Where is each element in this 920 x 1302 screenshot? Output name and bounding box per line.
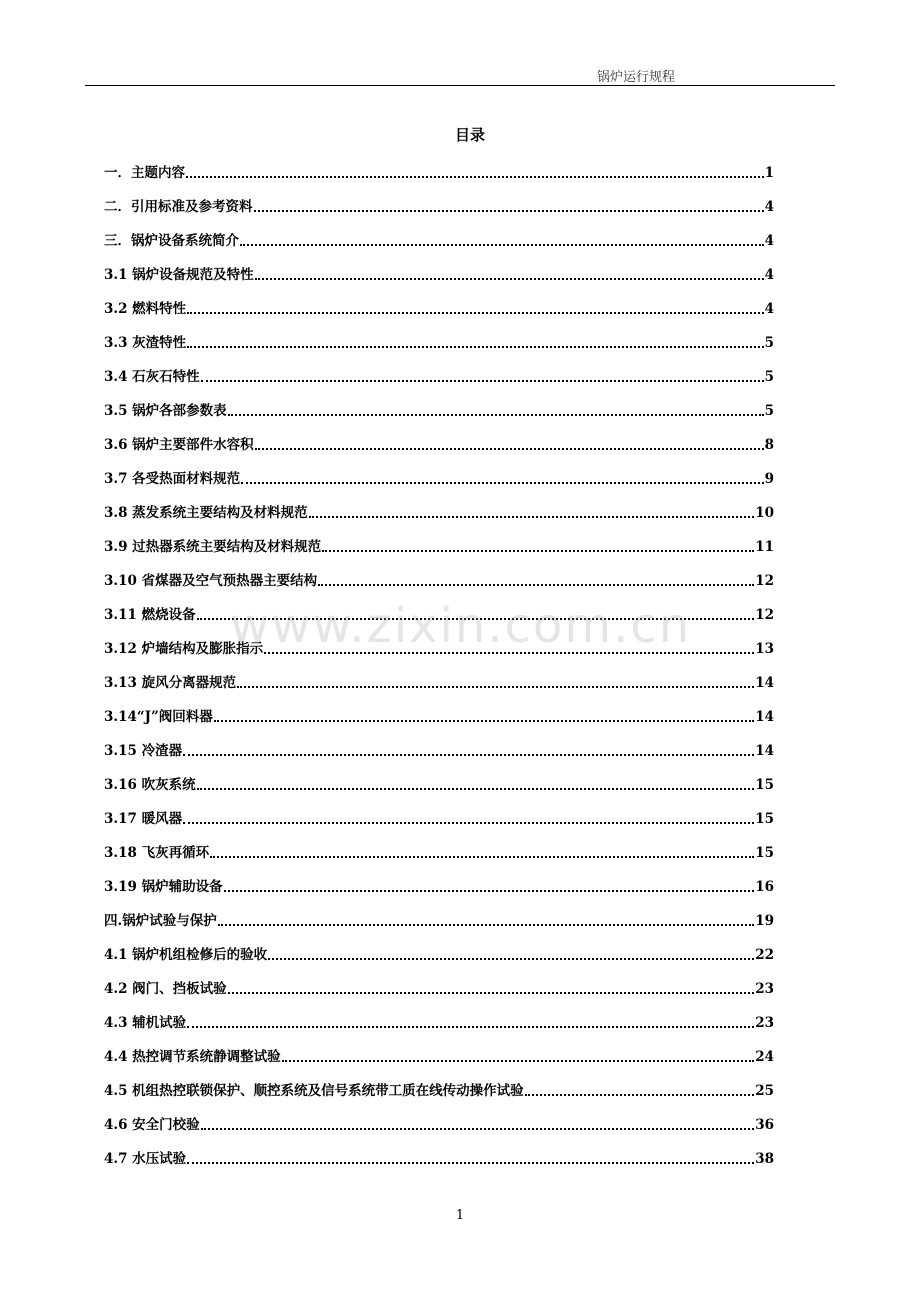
toc-dot-leader: [224, 890, 755, 892]
toc-entry-label: 3.4 石灰石特性: [104, 369, 200, 385]
toc-entry-label: 四.锅炉试验与保护: [104, 913, 217, 929]
toc-entry[interactable]: [104, 866, 774, 900]
toc-entry-label: 3.16 吹灰系统: [104, 777, 196, 793]
toc-entry-page: 25: [755, 1083, 774, 1099]
toc-entry-label: 一．主题内容: [104, 165, 185, 181]
toc-entry-label: 二．引用标准及参考资料: [104, 199, 253, 215]
toc-entry-label: 4.2 阀门、挡板试验: [104, 981, 227, 997]
toc-entry-page: 4: [764, 199, 774, 215]
toc-entry-page: 4: [764, 301, 774, 317]
toc-entry-label: 3.13 旋风分离器规范: [104, 675, 237, 691]
toc-entry-page: 5: [764, 403, 774, 419]
toc-entry-page: 5: [764, 369, 774, 385]
toc-entry-page: 10: [755, 505, 774, 521]
toc-entry-page: 9: [764, 471, 774, 487]
toc-dot-leader: [187, 1162, 754, 1164]
toc-entry[interactable]: [104, 186, 774, 220]
toc-dot-leader: [318, 584, 754, 586]
toc-entry-label: 3.9 过热器系统主要结构及材料规范: [104, 539, 322, 555]
toc-entry[interactable]: [104, 900, 774, 934]
toc-entry-label: 4.3 辅机试验: [104, 1015, 187, 1031]
toc-dot-leader: [241, 482, 763, 484]
toc-dot-leader: [187, 1026, 754, 1028]
running-header-title: 锅炉运行规程: [597, 70, 676, 85]
toc-dot-leader: [282, 1060, 755, 1062]
toc-entry[interactable]: [104, 968, 774, 1002]
toc-dot-leader: [214, 720, 754, 722]
toc-entry-page: 23: [755, 1015, 774, 1031]
table-of-contents: [104, 152, 774, 1172]
toc-entry[interactable]: [104, 254, 774, 288]
toc-entry-page: 38: [755, 1151, 774, 1167]
toc-entry[interactable]: [104, 764, 774, 798]
toc-dot-leader: [240, 244, 764, 246]
toc-dot-leader: [255, 448, 764, 450]
toc-dot-leader: [237, 686, 754, 688]
toc-dot-leader: [183, 822, 754, 824]
toc-dot-leader: [268, 958, 754, 960]
watermark: www.zixin.com.cn: [230, 598, 692, 654]
toc-entry-label: 3.19 锅炉辅助设备: [104, 879, 223, 895]
toc-dot-leader: [197, 788, 755, 790]
toc-entry-label: 4.5 机组热控联锁保护、顺控系统及信号系统带工质在线传动操作试验: [104, 1083, 524, 1099]
toc-dot-leader: [218, 924, 755, 926]
toc-entry-label: 3.17 暖风器: [104, 811, 183, 827]
toc-entry[interactable]: [104, 390, 774, 424]
toc-entry-page: 13: [755, 641, 774, 657]
toc-dot-leader: [255, 278, 764, 280]
toc-dot-leader: [210, 856, 754, 858]
toc-dot-leader: [201, 1128, 755, 1130]
toc-entry-label: 3.7 各受热面材料规范: [104, 471, 241, 487]
toc-entry-label: 3.10 省煤器及空气预热器主要结构: [104, 573, 318, 589]
toc-title: 目录: [454, 126, 485, 144]
toc-entry[interactable]: [104, 1138, 774, 1172]
toc-dot-leader: [187, 346, 763, 348]
toc-entry[interactable]: [104, 356, 774, 390]
header-rule: [85, 85, 835, 86]
toc-entry-page: 19: [755, 913, 774, 929]
toc-entry[interactable]: [104, 594, 774, 628]
toc-entry[interactable]: [104, 696, 774, 730]
toc-dot-leader: [187, 312, 763, 314]
toc-entry[interactable]: [104, 288, 774, 322]
toc-dot-leader: [525, 1094, 755, 1096]
toc-entry-page: 15: [755, 777, 774, 793]
toc-entry-label: 3.5 锅炉各部参数表: [104, 403, 227, 419]
toc-entry-page: 23: [755, 981, 774, 997]
toc-entry-label: 4.1 锅炉机组检修后的验收: [104, 947, 268, 963]
toc-entry[interactable]: [104, 458, 774, 492]
toc-entry-label: 3.1 锅炉设备规范及特性: [104, 267, 254, 283]
toc-entry[interactable]: [104, 798, 774, 832]
toc-entry[interactable]: [104, 730, 774, 764]
toc-entry[interactable]: [104, 1104, 774, 1138]
toc-dot-leader: [186, 176, 764, 178]
toc-entry[interactable]: [104, 492, 774, 526]
toc-entry-label: 4.4 热控调节系统静调整试验: [104, 1049, 281, 1065]
toc-entry-page: 8: [764, 437, 774, 453]
toc-entry-page: 14: [755, 675, 774, 691]
toc-dot-leader: [201, 380, 764, 382]
toc-entry[interactable]: [104, 1002, 774, 1036]
toc-entry[interactable]: [104, 152, 774, 186]
toc-entry[interactable]: [104, 526, 774, 560]
toc-entry-label: 3.6 锅炉主要部件水容积: [104, 437, 254, 453]
toc-entry-label: 三．锅炉设备系统简介: [104, 233, 239, 249]
toc-dot-leader: [264, 652, 754, 654]
toc-entry-label: 3.18 飞灰再循环: [104, 845, 210, 861]
toc-entry[interactable]: [104, 1070, 774, 1104]
toc-entry-page: 15: [755, 811, 774, 827]
toc-entry-page: 24: [755, 1049, 774, 1065]
toc-entry-page: 12: [755, 573, 774, 589]
toc-entry-page: 22: [755, 947, 774, 963]
toc-entry-label: 3.12 炉墙结构及膨胀指示: [104, 641, 264, 657]
toc-entry[interactable]: [104, 220, 774, 254]
toc-entry-label: 3.3 灰渣特性: [104, 335, 187, 351]
toc-entry[interactable]: [104, 662, 774, 696]
toc-dot-leader: [228, 414, 764, 416]
toc-entry-label: 3.15 冷渣器: [104, 743, 183, 759]
toc-entry-page: 36: [755, 1117, 774, 1133]
toc-entry[interactable]: [104, 934, 774, 968]
toc-entry-page: 15: [755, 845, 774, 861]
page-number: 1: [455, 1208, 465, 1223]
toc-entry[interactable]: [104, 832, 774, 866]
toc-entry-page: 12: [755, 607, 774, 623]
toc-entry[interactable]: [104, 1036, 774, 1070]
toc-dot-leader: [322, 550, 754, 552]
toc-entry-page: 14: [755, 743, 774, 759]
toc-dot-leader: [228, 992, 755, 994]
toc-dot-leader: [197, 618, 755, 620]
toc-dot-leader: [309, 516, 755, 518]
toc-entry-label: 3.8 蒸发系统主要结构及材料规范: [104, 505, 308, 521]
toc-entry-page: 14: [755, 709, 774, 725]
toc-entry-page: 5: [764, 335, 774, 351]
toc-entry-page: 4: [764, 233, 774, 249]
toc-entry-label: 3.11 燃烧设备: [104, 607, 196, 623]
toc-dot-leader: [254, 210, 764, 212]
toc-entry-label: 3.2 燃料特性: [104, 301, 187, 317]
toc-entry-label: 4.6 安全门校验: [104, 1117, 200, 1133]
toc-entry[interactable]: [104, 628, 774, 662]
toc-entry-label: 3.14“J”阀回料器: [104, 709, 213, 725]
toc-entry-label: 4.7 水压试验: [104, 1151, 187, 1167]
toc-entry-page: 11: [755, 539, 774, 555]
toc-entry[interactable]: [104, 560, 774, 594]
toc-entry[interactable]: [104, 322, 774, 356]
toc-entry-page: 4: [764, 267, 774, 283]
toc-entry-page: 16: [755, 879, 774, 895]
toc-entry[interactable]: [104, 424, 774, 458]
toc-dot-leader: [183, 754, 754, 756]
toc-entry-page: 1: [764, 165, 774, 181]
